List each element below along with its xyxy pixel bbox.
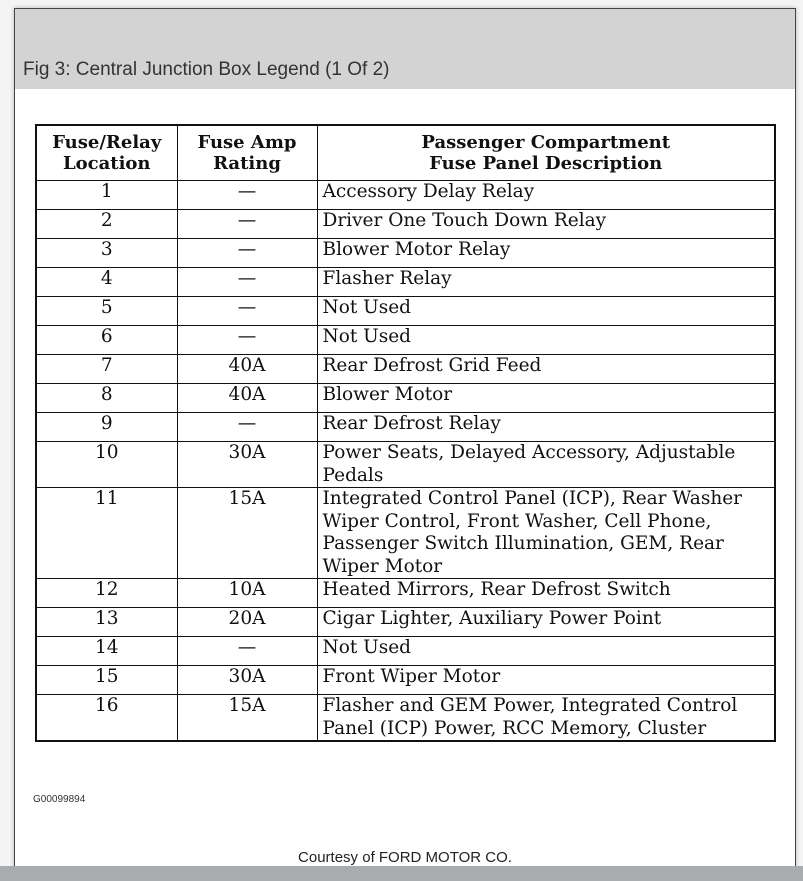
cell-amp-rating: —	[177, 637, 317, 666]
cell-description: Front Wiper Motor	[317, 666, 775, 695]
table-row	[36, 181, 775, 210]
table-row	[36, 488, 775, 579]
cell-description: Flasher Relay	[317, 268, 775, 297]
cell-location: 13	[36, 608, 177, 637]
cell-amp-rating: 40A	[177, 355, 317, 384]
cell-amp-rating: —	[177, 239, 317, 268]
cell-amp-rating: 30A	[177, 442, 317, 488]
cell-amp-rating: —	[177, 210, 317, 239]
cell-amp-rating: —	[177, 181, 317, 210]
cell-description: Rear Defrost Grid Feed	[317, 355, 775, 384]
cell-amp-rating: —	[177, 413, 317, 442]
cell-location: 8	[36, 384, 177, 413]
header-line: Fuse Amp	[197, 132, 297, 153]
cell-description: Power Seats, Delayed Accessory, Adjustable Pedals	[317, 442, 775, 488]
table-row	[36, 384, 775, 413]
figure-code: G00099894	[33, 794, 86, 805]
cell-description: Blower Motor	[317, 384, 775, 413]
cell-location: 2	[36, 210, 177, 239]
table-row	[36, 355, 775, 384]
cell-description: Rear Defrost Relay	[317, 413, 775, 442]
cell-description: Not Used	[317, 637, 775, 666]
cell-description: Driver One Touch Down Relay	[317, 210, 775, 239]
table-row	[36, 210, 775, 239]
table-row	[36, 297, 775, 326]
table-row	[36, 239, 775, 268]
courtesy-text: Courtesy of FORD MOTOR CO.	[298, 849, 512, 866]
cell-location: 6	[36, 326, 177, 355]
cell-amp-rating: —	[177, 297, 317, 326]
header-line: Fuse/Relay	[52, 132, 162, 153]
cell-description: Cigar Lighter, Auxiliary Power Point	[317, 608, 775, 637]
cell-description: Heated Mirrors, Rear Defrost Switch	[317, 579, 775, 608]
table-header-row	[36, 125, 775, 181]
cell-location: 14	[36, 637, 177, 666]
cell-location: 10	[36, 442, 177, 488]
fuse-legend-table	[35, 124, 776, 742]
cell-amp-rating: 40A	[177, 384, 317, 413]
cell-location: 1	[36, 181, 177, 210]
header-line: Location	[62, 153, 151, 174]
table-row	[36, 268, 775, 297]
table-row	[36, 326, 775, 355]
cell-location: 11	[36, 488, 177, 579]
figure-header	[15, 9, 795, 89]
bottom-bar	[0, 866, 803, 881]
cell-location: 3	[36, 239, 177, 268]
cell-amp-rating: 15A	[177, 488, 317, 579]
figure-frame	[14, 8, 796, 879]
table-row	[36, 413, 775, 442]
cell-location: 12	[36, 579, 177, 608]
cell-location: 4	[36, 268, 177, 297]
cell-description: Flasher and GEM Power, Integrated Control Panel (ICP) Power, RCC Memory, Cluster	[317, 695, 775, 742]
cell-amp-rating: 20A	[177, 608, 317, 637]
cell-description: Accessory Delay Relay	[317, 181, 775, 210]
cell-location: 9	[36, 413, 177, 442]
cell-description: Not Used	[317, 297, 775, 326]
table-row	[36, 608, 775, 637]
table-row	[36, 666, 775, 695]
table-row	[36, 637, 775, 666]
header-location	[36, 125, 177, 181]
table-row	[36, 442, 775, 488]
cell-amp-rating: 30A	[177, 666, 317, 695]
cell-amp-rating: 10A	[177, 579, 317, 608]
cell-description: Not Used	[317, 326, 775, 355]
cell-description: Integrated Control Panel (ICP), Rear Washer Wiper Control, Front Washer, Cell Phone, Passenger Switch Illumination, GEM, Rear Wiper Motor	[317, 488, 775, 579]
cell-location: 5	[36, 297, 177, 326]
cell-amp-rating: 15A	[177, 695, 317, 742]
header-line: Passenger Compartment	[421, 132, 671, 153]
cell-description: Blower Motor Relay	[317, 239, 775, 268]
cell-amp-rating: —	[177, 268, 317, 297]
cell-location: 16	[36, 695, 177, 742]
header-line: Rating	[213, 153, 281, 174]
cell-location: 15	[36, 666, 177, 695]
header-description	[317, 125, 775, 181]
header-amp-rating	[177, 125, 317, 181]
cell-location: 7	[36, 355, 177, 384]
table-row	[36, 695, 775, 742]
header-line: Fuse Panel Description	[429, 153, 663, 174]
figure-title: Fig 3: Central Junction Box Legend (1 Of 2)	[23, 59, 390, 80]
cell-amp-rating: —	[177, 326, 317, 355]
table-row	[36, 579, 775, 608]
